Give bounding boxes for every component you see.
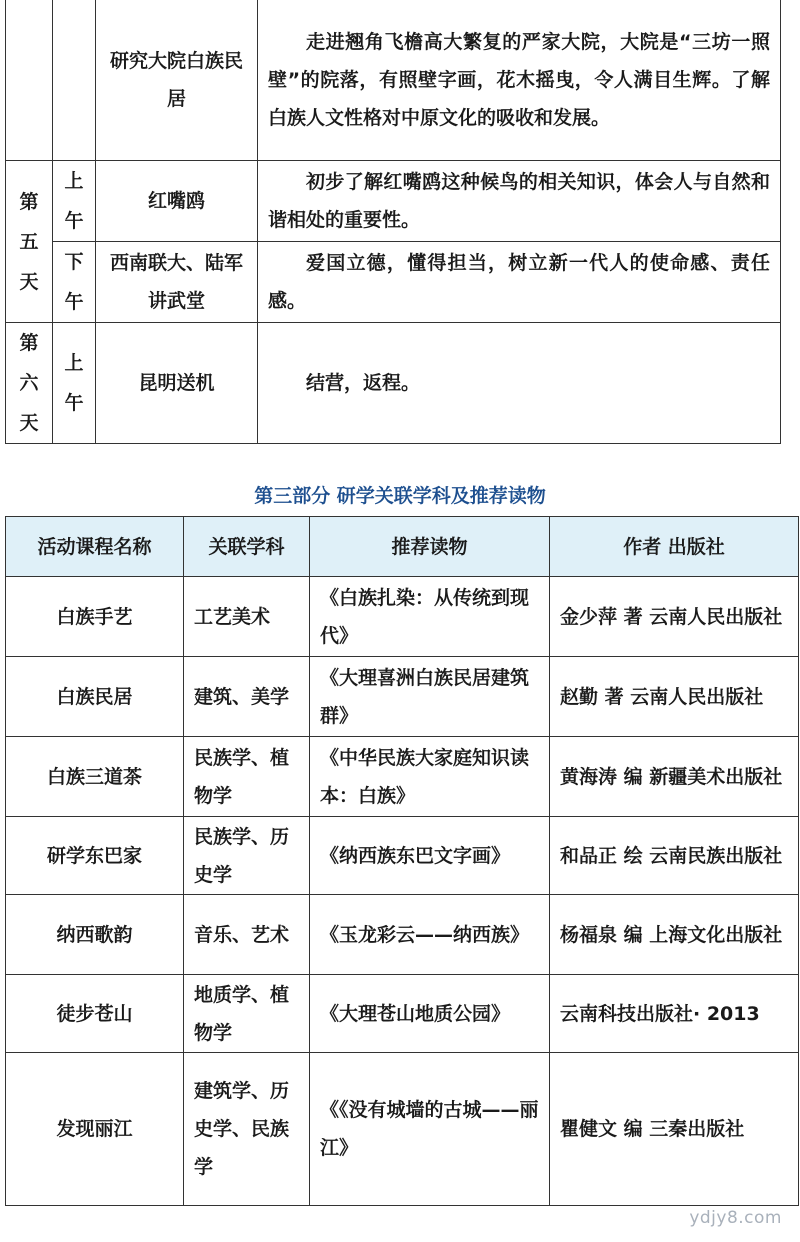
table-row bbox=[6, 577, 799, 657]
reading-table bbox=[5, 516, 799, 1206]
table-row bbox=[6, 975, 799, 1053]
day-label: 第六天 bbox=[19, 332, 39, 434]
desc-text: 爱国立德，懂得担当，树立新一代人的使命感、责任感。 bbox=[268, 252, 770, 312]
half-label: 上午 bbox=[64, 170, 84, 232]
desc-text: 走进翘角飞檐高大繁复的严家大院，大院是“三坊一照壁”的院落，有照壁字画，花木摇曳，令人满目生辉。了解白族人文性格对中原文化的吸收和发展。 bbox=[268, 30, 770, 129]
subject-cell: 建筑学、历史学、民族学 bbox=[184, 1053, 310, 1206]
schedule-row bbox=[6, 323, 781, 444]
subject-cell: 工艺美术 bbox=[184, 577, 310, 657]
section-title: 第三部分 研学关联学科及推荐读物 bbox=[254, 485, 546, 507]
author-cell: 金少萍 著 云南人民出版社 bbox=[550, 577, 799, 657]
schedule-row bbox=[6, 161, 781, 242]
course-cell: 研学东巴家 bbox=[6, 817, 184, 895]
course-cell: 发现丽江 bbox=[6, 1053, 184, 1206]
course-cell: 白族三道茶 bbox=[6, 737, 184, 817]
author-cell: 云南科技出版社· 2013 bbox=[550, 975, 799, 1053]
place-cell: 昆明送机 bbox=[96, 323, 258, 444]
place-cell: 西南联大、陆军讲武堂 bbox=[96, 242, 258, 323]
table-row bbox=[6, 737, 799, 817]
header-subject: 关联学科 bbox=[184, 517, 310, 577]
schedule-table bbox=[5, 0, 781, 444]
schedule-row bbox=[6, 0, 781, 161]
course-cell: 徒步苍山 bbox=[6, 975, 184, 1053]
place-cell: 研究大院白族民居 bbox=[96, 0, 258, 161]
header-author: 作者 出版社 bbox=[550, 517, 799, 577]
author-cell: 和品正 绘 云南民族出版社 bbox=[550, 817, 799, 895]
half-cell bbox=[53, 323, 96, 444]
desc-cell bbox=[258, 161, 781, 242]
desc-text: 初步了解红嘴鸥这种候鸟的相关知识，体会人与自然和谐相处的重要性。 bbox=[268, 171, 770, 231]
desc-cell bbox=[258, 0, 781, 161]
subject-cell: 民族学、历史学 bbox=[184, 817, 310, 895]
book-cell: 《白族扎染：从传统到现代》 bbox=[310, 577, 550, 657]
book-cell: 《纳西族东巴文字画》 bbox=[310, 817, 550, 895]
course-cell: 纳西歌韵 bbox=[6, 895, 184, 975]
subject-cell: 地质学、植物学 bbox=[184, 975, 310, 1053]
day-cell bbox=[6, 161, 53, 323]
header-course: 活动课程名称 bbox=[6, 517, 184, 577]
book-cell: 《《没有城墙的古城——丽江》 bbox=[310, 1053, 550, 1206]
subject-cell: 音乐、艺术 bbox=[184, 895, 310, 975]
subject-cell: 建筑、美学 bbox=[184, 657, 310, 737]
place-cell: 红嘴鸥 bbox=[96, 161, 258, 242]
subject-cell: 民族学、植物学 bbox=[184, 737, 310, 817]
table-row bbox=[6, 895, 799, 975]
desc-cell bbox=[258, 323, 781, 444]
half-label: 下午 bbox=[64, 251, 84, 313]
author-cell: 赵勤 著 云南人民出版社 bbox=[550, 657, 799, 737]
desc-cell bbox=[258, 242, 781, 323]
schedule-row bbox=[6, 242, 781, 323]
book-cell: 《玉龙彩云——纳西族》 bbox=[310, 895, 550, 975]
course-cell: 白族民居 bbox=[6, 657, 184, 737]
book-cell: 《大理苍山地质公园》 bbox=[310, 975, 550, 1053]
header-book: 推荐读物 bbox=[310, 517, 550, 577]
day-cell-empty bbox=[6, 0, 53, 161]
book-cell: 《大理喜洲白族民居建筑群》 bbox=[310, 657, 550, 737]
course-cell: 白族手艺 bbox=[6, 577, 184, 657]
table-row bbox=[6, 1053, 799, 1206]
table-row bbox=[6, 657, 799, 737]
half-cell bbox=[53, 161, 96, 242]
day-cell bbox=[6, 323, 53, 444]
half-cell bbox=[53, 242, 96, 323]
table-row bbox=[6, 817, 799, 895]
author-cell: 杨福泉 编 上海文化出版社 bbox=[550, 895, 799, 975]
book-cell: 《中华民族大家庭知识读本：白族》 bbox=[310, 737, 550, 817]
author-cell: 黄海涛 编 新疆美术出版社 bbox=[550, 737, 799, 817]
reading-header-row bbox=[6, 517, 799, 577]
author-cell: 瞿健文 编 三秦出版社 bbox=[550, 1053, 799, 1206]
half-label: 上午 bbox=[64, 352, 84, 414]
day-label: 第五天 bbox=[19, 190, 39, 293]
half-cell-empty bbox=[53, 0, 96, 161]
watermark: ydjy8.com bbox=[689, 1208, 782, 1228]
desc-text: 结营，返程。 bbox=[306, 372, 421, 394]
